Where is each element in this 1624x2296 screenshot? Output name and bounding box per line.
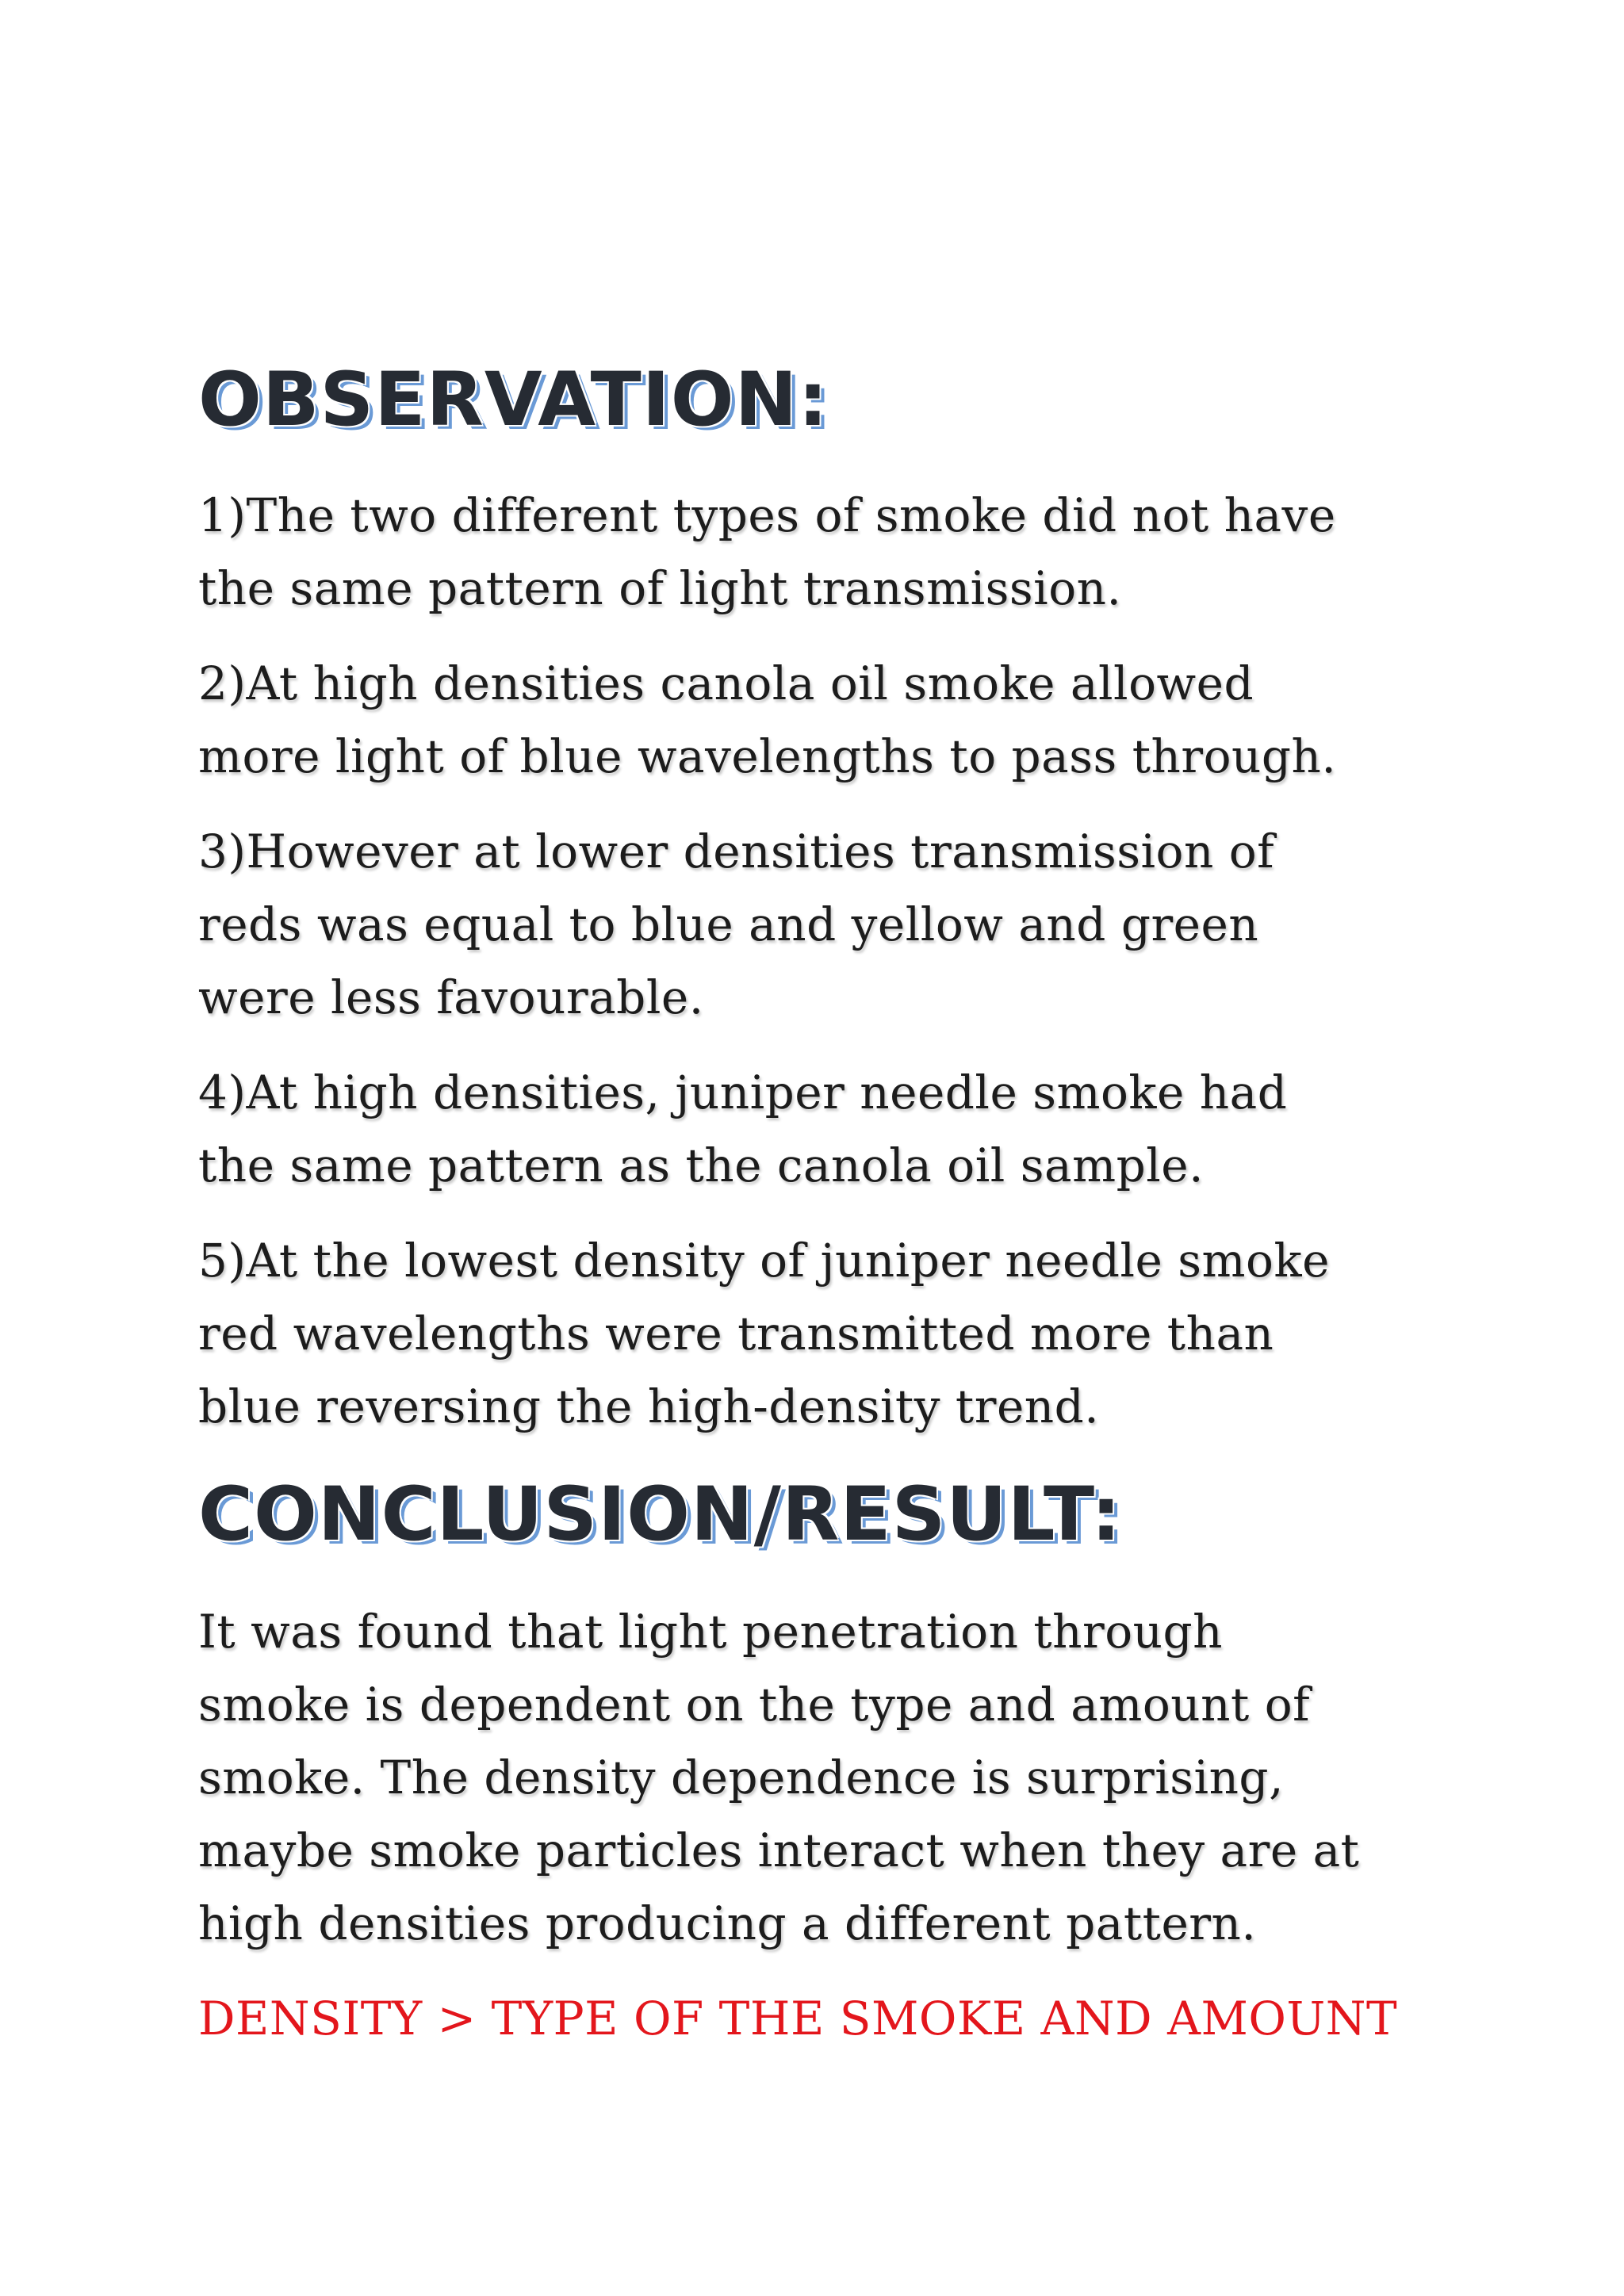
document-content — [198, 355, 1467, 2055]
conclusion-line-2: smoke is dependent on the type and amount of — [198, 1678, 1311, 1732]
observation-item-4 — [198, 1056, 1467, 1202]
observation-item-3-line-3: were less favourable. — [198, 970, 704, 1024]
observation-item-3-line-2: reds was equal to blue and yellow and green — [198, 897, 1259, 951]
conclusion-heading: CONCLUSION/RESULT: — [198, 1471, 1122, 1558]
observation-item-5-line-2: red wavelengths were transmitted more than — [198, 1307, 1274, 1360]
observation-item-2-line-1: 2)At high densities canola oil smoke allowed — [198, 656, 1254, 710]
observation-item-5-line-1: 5)At the lowest density of juniper needle smoke — [198, 1234, 1330, 1288]
conclusion-line-1: It was found that light penetration through — [198, 1605, 1224, 1659]
observation-item-3 — [198, 815, 1467, 1034]
conclusion-paragraph — [198, 1595, 1467, 1960]
conclusion-line-5: high densities producing a different pattern. — [198, 1896, 1257, 1950]
observation-item-1-line-2: the same pattern of light transmission. — [198, 561, 1122, 615]
observation-item-3-line-1: 3)However at lower densities transmission of — [198, 825, 1275, 878]
observation-item-2-line-2: more light of blue wavelengths to pass through. — [198, 729, 1337, 783]
observation-heading: OBSERVATION: — [198, 357, 829, 443]
conclusion-line-3: smoke. The density dependence is surprising, — [198, 1751, 1284, 1804]
observation-item-1-line-1: 1)The two different types of smoke did not have — [198, 488, 1336, 542]
observation-list — [198, 479, 1467, 1443]
observation-item-5 — [198, 1224, 1467, 1443]
observation-item-5-line-3: blue reversing the high-density trend. — [198, 1380, 1100, 1433]
observation-item-4-line-2: the same pattern as the canola oil sample. — [198, 1138, 1205, 1192]
observation-item-1 — [198, 479, 1467, 625]
observation-item-2 — [198, 647, 1467, 793]
conclusion-emphasis: DENSITY > TYPE OF THE SMOKE AND AMOUNT — [198, 1992, 1398, 2045]
observation-item-4-line-1: 4)At high densities, juniper needle smoke had — [198, 1066, 1288, 1119]
conclusion-line-4: maybe smoke particles interact when they are at — [198, 1823, 1360, 1877]
